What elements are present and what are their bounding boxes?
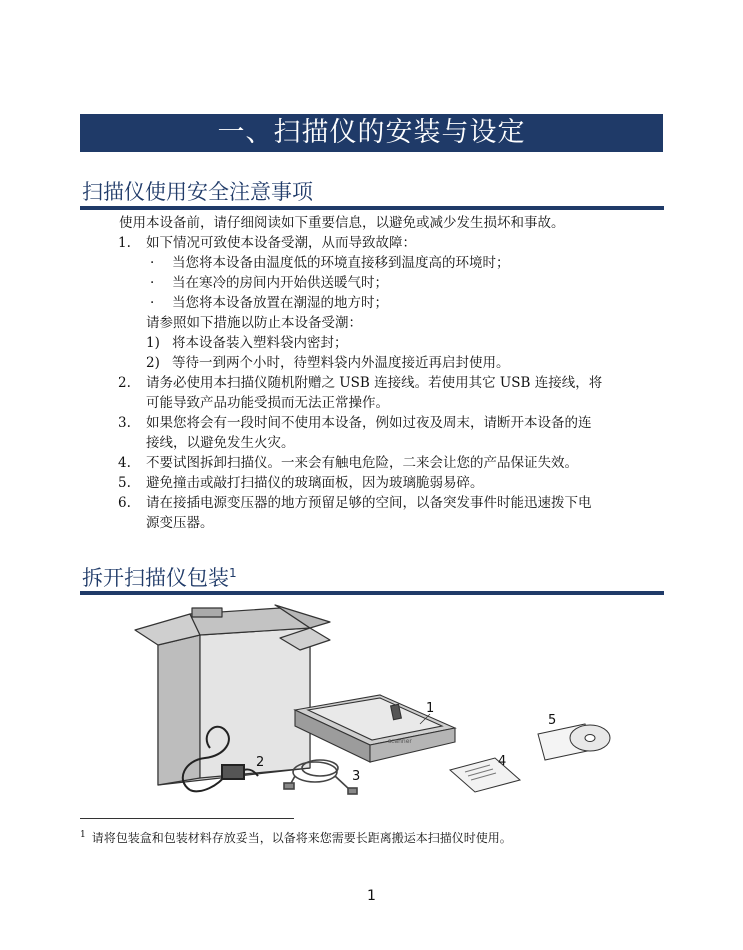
sub-list-text: 将本设备装入塑料袋内密封；	[172, 335, 348, 351]
page-number: 1	[367, 888, 376, 904]
callout-3: 3	[352, 769, 361, 784]
list-item-text: 不要试图拆卸扫描仪。一来会有触电危险，二来会让您的产品保证失效。	[146, 455, 578, 471]
footnote	[80, 826, 512, 847]
box-illustration	[135, 605, 330, 785]
footnote-text: 请将包装盒和包装材料存放妥当，以备将来您需要长距离搬运本扫描仪时使用。	[91, 831, 512, 845]
list-number: 1.	[118, 235, 131, 251]
list-item-text: 请参照如下措施以防止本设备受潮：	[146, 315, 362, 331]
list-number: 3.	[118, 415, 131, 431]
section-rule	[80, 591, 664, 595]
list-number: 5.	[118, 475, 131, 491]
list-number: 6.	[118, 495, 131, 511]
bullet-dot: ·	[150, 255, 155, 271]
section-rule	[80, 206, 664, 210]
section-title-text: 拆开扫描仪包装	[82, 566, 229, 590]
list-number: 4.	[118, 455, 131, 471]
list-item-text: 接线，以避免发生火灾。	[146, 435, 295, 451]
list-item-text: 如果您将会有一段时间不使用本设备，例如过夜及周末，请断开本设备的连	[146, 415, 592, 431]
bullet-text: 当您将本设备放置在潮湿的地方时；	[172, 295, 388, 311]
list-item-text: 源变压器。	[146, 515, 214, 531]
list-item-text: 避免撞击或敲打扫描仪的玻璃面板，因为玻璃脆弱易碎。	[146, 475, 484, 491]
list-number: 2.	[118, 375, 131, 391]
list-item-text: 可能导致产品功能受损而无法正常操作。	[146, 395, 389, 411]
package-contents-illustration	[130, 600, 630, 805]
bullet-text: 当您将本设备由温度低的环境直接移到温度高的环境时；	[172, 255, 510, 271]
bullet-dot: ·	[150, 275, 155, 291]
bullet-text: 当在寒冷的房间内开始供送暖气时；	[172, 275, 388, 291]
section-title-safety: 扫描仪使用安全注意事项	[82, 180, 313, 204]
section-title-unpacking	[82, 562, 237, 592]
sub-list-number: 2)	[146, 355, 160, 371]
callout-4: 4	[498, 754, 507, 769]
chapter-title-banner: 一、扫描仪的安装与设定	[80, 114, 663, 152]
bullet-dot: ·	[150, 295, 155, 311]
sub-list-text: 等待一到两个小时，待塑料袋内外温度接近再启封使用。	[172, 355, 510, 371]
intro-paragraph: 使用本设备前，请仔细阅读如下重要信息，以避免或减少发生损坏和事故。	[119, 215, 565, 231]
callout-1: 1	[426, 701, 435, 716]
list-item-text: 请在接插电源变压器的地方预留足够的空间，以备突发事件时能迅速拨下电	[146, 495, 592, 511]
callout-5: 5	[548, 713, 557, 728]
list-item-text: 请务必使用本扫描仪随机附赠之 USB 连接线。若使用其它 USB 连接线，将	[146, 375, 603, 391]
footnote-reference: 1	[229, 566, 237, 580]
sub-list-number: 1)	[146, 335, 160, 351]
callout-2: 2	[256, 755, 265, 770]
svg-text:scanner: scanner	[388, 738, 412, 745]
cd-illustration	[538, 724, 610, 760]
manual-illustration	[450, 758, 520, 792]
footnote-mark: 1	[80, 830, 86, 840]
footnote-separator	[80, 818, 294, 819]
list-item-text: 如下情况可致使本设备受潮，从而导致故障：	[146, 235, 416, 251]
